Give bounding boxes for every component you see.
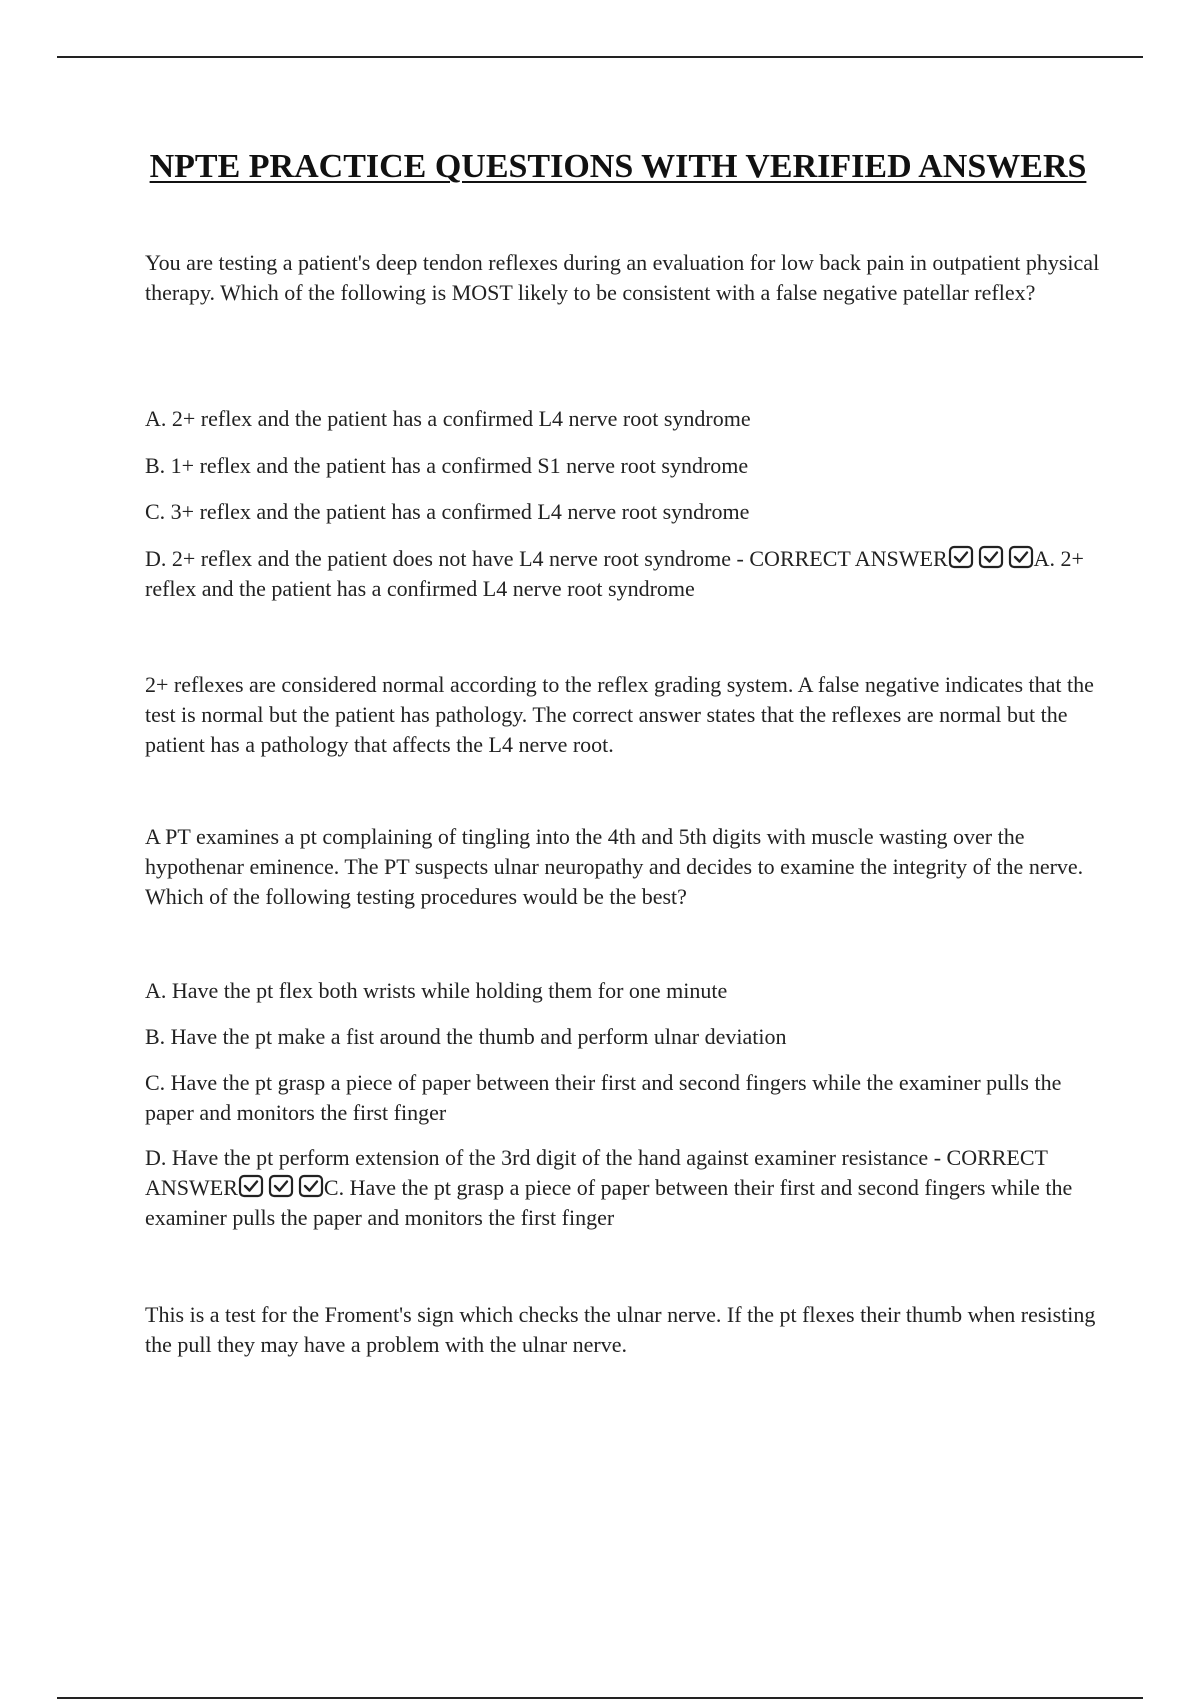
- q1-option-d: D. 2+ reflex and the patient does not have L4 nerve root syndrome - CORRECT ANSWER: [145, 546, 948, 571]
- q2-option-a: A. Have the pt flex both wrists while holding them for one minute: [145, 978, 728, 1003]
- q2-option-d: D. Have the pt perform extension of the 3rd digit of the hand against examiner resistance - CORRECT ANSWER: [145, 1145, 1048, 1200]
- q1-option-d-with-answer: [145, 544, 1105, 604]
- top-rule: [57, 56, 1143, 58]
- q1-explanation: 2+ reflexes are considered normal according to the reflex grading system. A false negative indicates that the test is normal but the patient has pathology. The correct answer states that the reflexes are normal but the patient has a pathology that affects the L4 nerve root.: [145, 672, 1094, 757]
- q2-option-b: B. Have the pt make a fist around the thumb and perform ulnar deviation: [145, 1024, 787, 1049]
- check-icon: [298, 1174, 324, 1198]
- check-icon: [1008, 545, 1034, 569]
- question-1-text: You are testing a patient's deep tendon reflexes during an evaluation for low back pain in outpatient physical therapy. Which of the following is MOST likely to be consistent with a false negative patellar reflex?: [145, 250, 1100, 305]
- bottom-rule: [57, 1697, 1143, 1699]
- check-icon: [264, 1174, 298, 1198]
- q2-correct-answer: C. Have the pt grasp a piece of paper between their first and second fingers while the examiner pulls the paper and monitors the first finger: [145, 1175, 1073, 1230]
- q2-option-d-with-answer: [145, 1143, 1105, 1233]
- check-icon: [948, 545, 974, 569]
- page-title: NPTE PRACTICE QUESTIONS WITH VERIFIED ANSWERS: [149, 148, 1087, 185]
- q1-option-a: A. 2+ reflex and the patient has a confirmed L4 nerve root syndrome: [145, 406, 751, 431]
- question-2-text: A PT examines a pt complaining of tingling into the 4th and 5th digits with muscle wasting over the hypothenar eminence. The PT suspects ulnar neuropathy and decides to examine the integrity of the nerve. Which of the following testing procedures would be the best?: [145, 824, 1084, 909]
- q2-option-c: C. Have the pt grasp a piece of paper between their first and second fingers while the examiner pulls the paper and monitors the first finger: [145, 1070, 1062, 1125]
- check-icon: [974, 545, 1008, 569]
- q1-option-c: C. 3+ reflex and the patient has a confirmed L4 nerve root syndrome: [145, 499, 750, 524]
- check-icon: [238, 1174, 264, 1198]
- q1-correct-answer: A. 2+ reflex and the patient has a confirmed L4 nerve root syndrome: [145, 546, 1084, 601]
- q1-option-b: B. 1+ reflex and the patient has a confirmed S1 nerve root syndrome: [145, 453, 749, 478]
- q2-explanation: This is a test for the Froment's sign which checks the ulnar nerve. If the pt flexes their thumb when resisting the pull they may have a problem with the ulnar nerve.: [145, 1302, 1096, 1357]
